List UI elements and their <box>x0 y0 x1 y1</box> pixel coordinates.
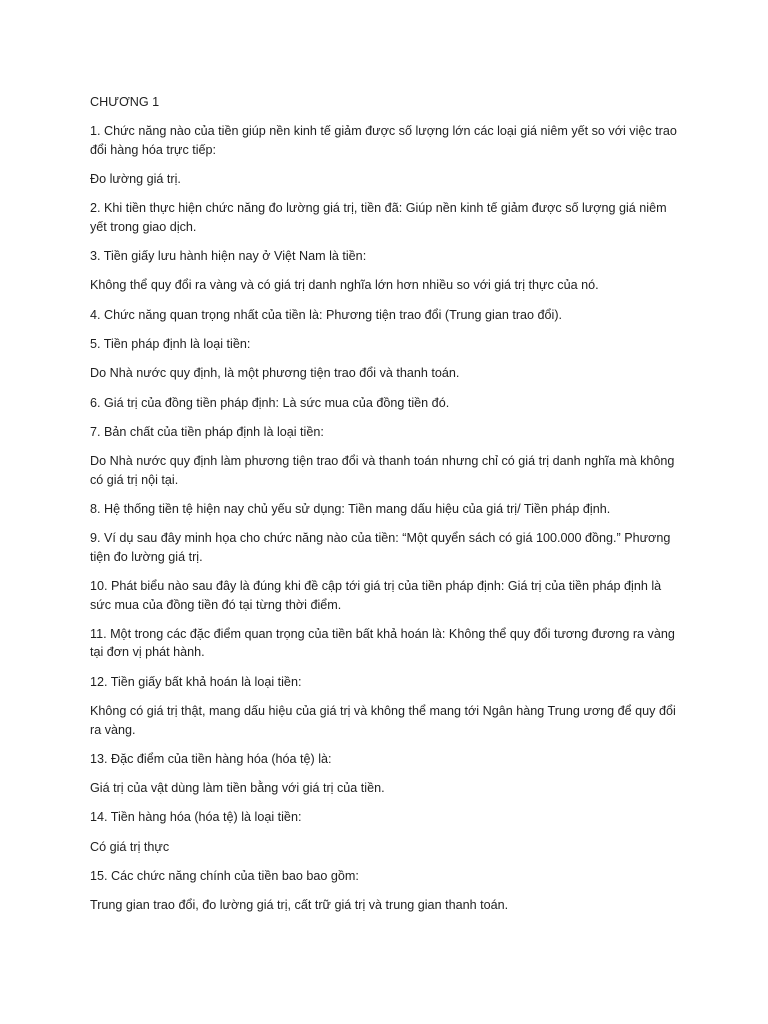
paragraph: Do Nhà nước quy định làm phương tiện trao đổi và thanh toán nhưng chỉ có giá trị danh nghĩa mà không có giá trị nội tại. <box>90 454 675 487</box>
paragraph: 7. Bản chất của tiền pháp định là loại tiền: <box>90 424 324 439</box>
paragraph: 6. Giá trị của đồng tiền pháp định: Là sức mua của đồng tiền đó. <box>90 395 450 410</box>
paragraph: Do Nhà nước quy định, là một phương tiện trao đổi và thanh toán. <box>90 366 460 381</box>
paragraph: Trung gian trao đổi, đo lường giá trị, cất trữ giá trị và trung gian thanh toán. <box>90 898 509 913</box>
paragraph: 4. Chức năng quan trọng nhất của tiền là: Phương tiện trao đổi (Trung gian trao đổi). <box>90 307 563 322</box>
paragraph: Có giá trị thực <box>90 839 170 854</box>
paragraph: 5. Tiền pháp định là loại tiền: <box>90 337 251 352</box>
paragraph: 12. Tiền giấy bất khả hoán là loại tiền: <box>90 674 302 689</box>
paragraph: 15. Các chức năng chính của tiền bao bao gồm: <box>90 869 359 884</box>
paragraph: 10. Phát biểu nào sau đây là đúng khi đề cập tới giá trị của tiền pháp định: Giá trị của tiền pháp định là sức mua của đồng tiền đó tại từng thời điểm. <box>90 579 662 612</box>
paragraph: Không thể quy đổi ra vàng và có giá trị danh nghĩa lớn hơn nhiều so với giá trị thực của nó. <box>90 278 599 293</box>
paragraph: 3. Tiền giấy lưu hành hiện nay ở Việt Nam là tiền: <box>90 249 367 264</box>
paragraph: 8. Hệ thống tiền tệ hiện nay chủ yếu sử dụng: Tiền mang dấu hiệu của giá trị/ Tiền pháp định. <box>90 502 611 517</box>
paragraph: 14. Tiền hàng hóa (hóa tệ) là loại tiền: <box>90 810 302 825</box>
chapter-heading: CHƯƠNG 1 <box>90 95 160 109</box>
paragraph: Giá trị của vật dùng làm tiền bằng với giá trị của tiền. <box>90 781 385 796</box>
paragraph: 13. Đặc điểm của tiền hàng hóa (hóa tệ) là: <box>90 751 332 766</box>
paragraph: 11. Một trong các đặc điểm quan trọng của tiền bất khả hoán là: Không thể quy đổi tương đương ra vàng tại đơn vị phát hành. <box>90 626 675 660</box>
paragraph: Không có giá trị thật, mang dấu hiệu của giá trị và không thể mang tới Ngân hàng Trung ương để quy đổi ra vàng. <box>90 704 676 737</box>
paragraph: 1. Chức năng nào của tiền giúp nền kinh tế giảm được số lượng lớn các loại giá niêm yết so với việc trao đổi hàng hóa trực tiếp: <box>90 124 677 157</box>
paragraph: 9. Ví dụ sau đây minh họa cho chức năng nào của tiền: “Một quyển sách có giá 100.000 đồng.” Phương tiện đo lường giá trị. <box>90 531 671 564</box>
paragraph: Đo lường giá trị. <box>90 172 181 187</box>
paragraph: 2. Khi tiền thực hiện chức năng đo lường giá trị, tiền đã: Giúp nền kinh tế giảm được số lượng giá niêm yết trong giao dịch. <box>90 201 667 234</box>
